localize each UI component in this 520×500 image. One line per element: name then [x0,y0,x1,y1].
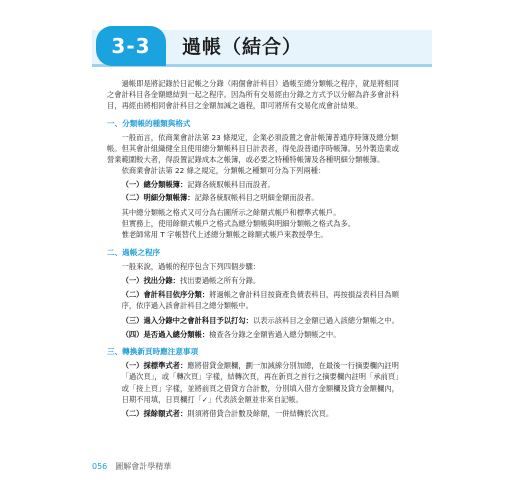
s3-item-1 [107,360,403,405]
s1-item-2-text: 記錄各統馭帳科目之明細金額而設者。 [194,192,319,202]
s1-item-2 [107,192,403,203]
main-content [107,78,403,419]
s3-item-2-label: （二）採餘額式者： [121,409,188,419]
s2-step-2-text: 將過帳之會計科目按資產負債表科目，再按損益表科目為順序，依序過入該會計科目之總分類帳中。 [121,290,399,311]
s3-item-2 [107,408,403,419]
page-number: 056 [92,462,108,471]
page-footer [92,461,171,472]
subsection-title-1: 一、分類帳的種類與格式 [107,118,191,128]
section-title: 過帳（結合） [182,36,303,58]
s2-step-4 [107,329,403,340]
s1-paragraph-1: 一般而言，依商業會計法第 23 條規定，企業必須設置之會計帳簿普通序時簿及總分類帳。但其會計組織健全且使用總分類帳科目日計表者，得免設普通序時帳簿。另外製造業或營業範圍較大者，得設置記錄成本之帳簿，或必要之特種特帳簿及各種明細分類帳簿。 [107,132,399,165]
section-number-badge [96,26,166,66]
s2-step-3 [107,315,403,326]
s2-step-2 [107,289,403,311]
s3-item-2-text: 則須將借貸合計數及餘額，一併結轉於次頁。 [187,409,334,419]
s2-step-1 [107,275,403,286]
intro-paragraph: 過帳即是將記錄於日記帳之分錄（兩個會計科目）過帳至總分類帳之程序，就是將相同之會計科目各金額總結到一起之程序。因為所有交易經由分錄之方式予以分解為許多會計科目，再經由將相同會計科目之金額加減之過程，即可將所有交易化成會計結果。 [107,79,399,111]
s1-paragraph-5: 惟老師常用 T 字帳替代上述總分類帳之餘額式帳戶來教授學生。 [121,230,328,240]
s1-paragraph-3: 其中總分類帳之格式又可分為右圖所示之餘額式帳戶和標準式帳戶。 [121,208,341,218]
s2-step-3-label: （三）過入分錄中之會計科目予以打勾： [121,315,253,325]
s2-step-4-label: （四）是否過入總分類帳： [121,329,210,339]
s1-item-1 [107,179,403,190]
subsection-title-2: 二、過帳之程序 [107,247,161,257]
s2-paragraph-1: 一般來說，過帳的程序包含下列四個步驟： [121,261,261,271]
s1-paragraph-4: 但實務上，使用餘額式帳戶之格式為總分類帳與明細分類帳之格式為多。 [121,219,356,229]
s2-step-3-text: 以表示該科目之金額已過入該總分類帳之中。 [252,315,399,325]
subsection-title-3: 三、轉換新頁時應注意事項 [107,347,199,357]
s3-item-1-text: 應將借貸金額欄，劃一加減線分別加總，在最後一行摘要欄內註明「過次頁」，或「轉次頁」字樣，結轉次頁，再在新頁之首行之摘要欄內註明「承前頁」或「接上頁」字樣，並將前頁之借貸方合計數，分別填入借方金額欄及貸方金額欄內，日期不用填，日頁欄打「✓」代表該金額並非來自記帳。 [121,361,403,404]
s1-paragraph-2: 依商業會計法第 22 條之規定，分類帳之種類可分為下列兩種： [121,166,326,176]
book-title: 圖解會計學精華 [115,462,172,471]
s2-step-2-label: （二）會計科目依序分類： [121,290,210,300]
s1-item-1-text: 記錄各統馭帳科目而設者。 [187,179,275,189]
s1-item-2-label: （二）明細分類帳簿： [121,192,195,202]
s3-item-1-label: （一）採標準式者： [121,361,188,371]
s2-step-1-label: （一）找出分錄： [121,276,180,286]
section-number: 3-3 [111,34,151,58]
s1-item-1-label: （一）總分類帳簿： [121,179,188,189]
s2-step-4-text: 檢查各分錄之金額皆過入總分類帳之中。 [209,329,341,339]
s2-step-1-text: 找出要過帳之所有分錄。 [179,276,261,286]
